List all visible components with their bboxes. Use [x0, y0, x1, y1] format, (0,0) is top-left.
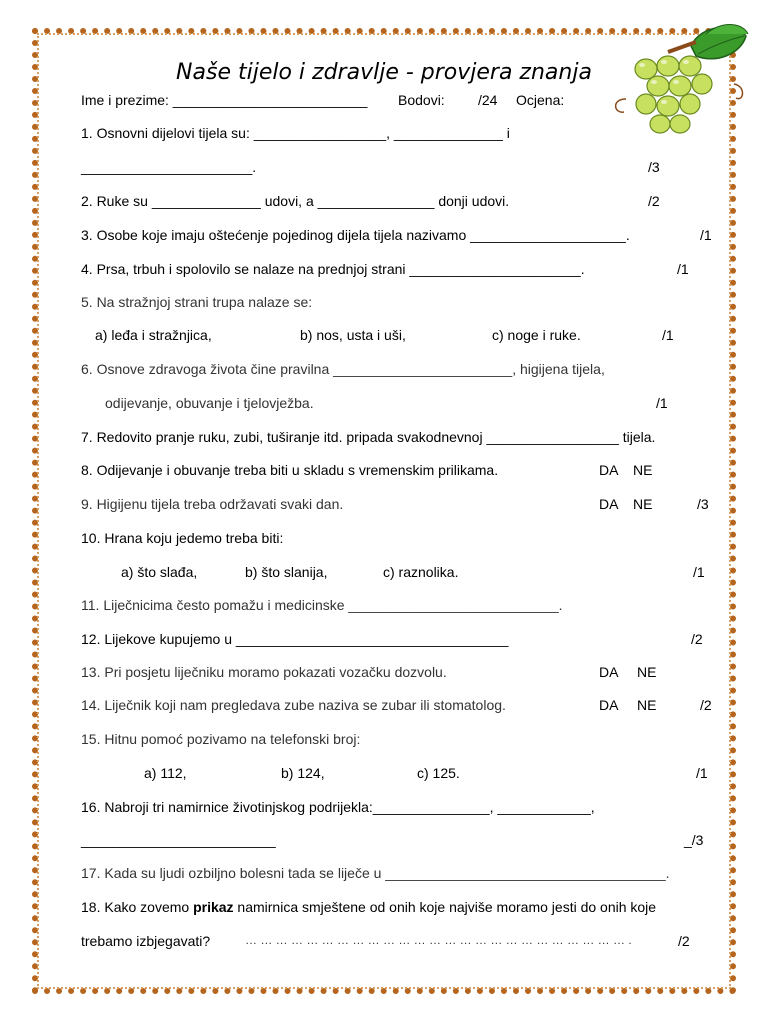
question-11: 11. Liječnicima često pomažu i medicinske ___________________________. [81, 597, 563, 613]
question-10-option-c: c) raznolika. [383, 564, 459, 580]
question-13-da: DA [599, 664, 619, 680]
question-9: 9. Higijenu tijela treba održavati svaki dan. [81, 496, 344, 512]
page-title: Naše tijelo i zdravlje - provjera znanja [176, 60, 592, 85]
question-18-dots: … … … … … … … … … … … … … … … … … … … … … … … … … . [245, 933, 632, 947]
question-2: 2. Ruke su ______________ udovi, a _______________ donji udovi. [81, 193, 510, 209]
question-3: 3. Osobe koje imaju oštećenje pojedinog dijela tijela nazivamo ____________________. [81, 227, 630, 243]
question-14: 14. Liječnik koji nam pregledava zube naziva se zubar ili stomatolog. [81, 697, 506, 713]
question-5-option-a: a) leđa i stražnjica, [95, 327, 212, 343]
question-8-ne: NE [633, 462, 653, 478]
question-9-da: DA [599, 496, 619, 512]
question-6-score: /1 [656, 395, 668, 411]
question-10-option-a: a) što slađa, [121, 564, 198, 580]
question-10-score: /1 [693, 564, 705, 580]
question-18-cont: trebamo izbjegavati? [81, 933, 211, 949]
question-13: 13. Pri posjetu liječniku moramo pokazati vozačku dozvolu. [81, 664, 447, 680]
question-15-score: /1 [696, 765, 708, 781]
question-5-option-c: c) noge i ruke. [492, 327, 581, 343]
question-15-option-a: a) 112, [144, 765, 187, 781]
question-18-bold: prikaz [193, 899, 234, 915]
question-4-score: /1 [677, 261, 689, 277]
question-17: 17. Kada su ljudi ozbiljno bolesni tada se liječe u ____________________________________. [81, 865, 670, 881]
question-1-score: /3 [648, 159, 660, 175]
question-12: 12. Lijekove kupujemo u ___________________________________ [81, 631, 509, 647]
question-16: 16. Nabroji tri namirnice životinjskog podrijekla:_______________, ____________, [81, 799, 595, 815]
question-14-score: /2 [700, 697, 712, 713]
question-13-ne: NE [637, 664, 657, 680]
question-2-score: /2 [648, 193, 660, 209]
question-14-ne: NE [637, 697, 657, 713]
question-8-da: DA [599, 462, 619, 478]
question-3-score: /1 [700, 227, 712, 243]
question-14-da: DA [599, 697, 619, 713]
question-5-option-b: b) nos, usta i uši, [300, 327, 406, 343]
question-9-score: /3 [697, 496, 709, 512]
question-16-cont: _________________________ [81, 832, 276, 848]
points-total: /24 [478, 92, 498, 108]
question-15-option-c: c) 125. [417, 765, 460, 781]
question-5: 5. Na stražnjoj strani trupa nalaze se: [81, 294, 313, 310]
points-label: Bodovi: [398, 92, 445, 108]
question-5-score: /1 [662, 327, 674, 343]
question-4: 4. Prsa, trbuh i spolovilo se nalaze na prednjoj strani ______________________. [81, 261, 585, 277]
question-6-cont: odijevanje, obuvanje i tjelovježba. [105, 395, 314, 411]
question-18 [81, 899, 656, 915]
question-18-score: /2 [678, 933, 690, 949]
question-15: 15. Hitnu pomoć pozivamo na telefonski broj: [81, 731, 361, 747]
question-7: 7. Redovito pranje ruku, zubi, tuširanje itd. pripada svakodnevnoj _________________ tijela. [81, 429, 656, 445]
question-18-post: namirnica smještene od onih koje najviše moramo jesti do onih koje [233, 899, 657, 915]
question-10: 10. Hrana koju jedemo treba biti: [81, 530, 284, 546]
name-field-label: Ime i prezime: _________________________ [81, 92, 368, 108]
question-18-pre: 18. Kako zovemo [81, 899, 194, 915]
question-12-score: /2 [691, 631, 703, 647]
question-1: 1. Osnovni dijelovi tijela su: _________________, ______________ i [81, 125, 510, 141]
question-6: 6. Osnove zdravoga života čine pravilna _______________________, higijena tijela, [81, 361, 605, 377]
question-8: 8. Odijevanje i obuvanje treba biti u skladu s vremenskim prilikama. [81, 462, 499, 478]
question-15-option-b: b) 124, [281, 765, 325, 781]
question-1-cont: ______________________. [81, 159, 257, 175]
grade-label: Ocjena: [516, 92, 565, 108]
question-16-score: _/3 [684, 832, 704, 848]
question-9-ne: NE [633, 496, 653, 512]
question-10-option-b: b) što slanija, [245, 564, 328, 580]
